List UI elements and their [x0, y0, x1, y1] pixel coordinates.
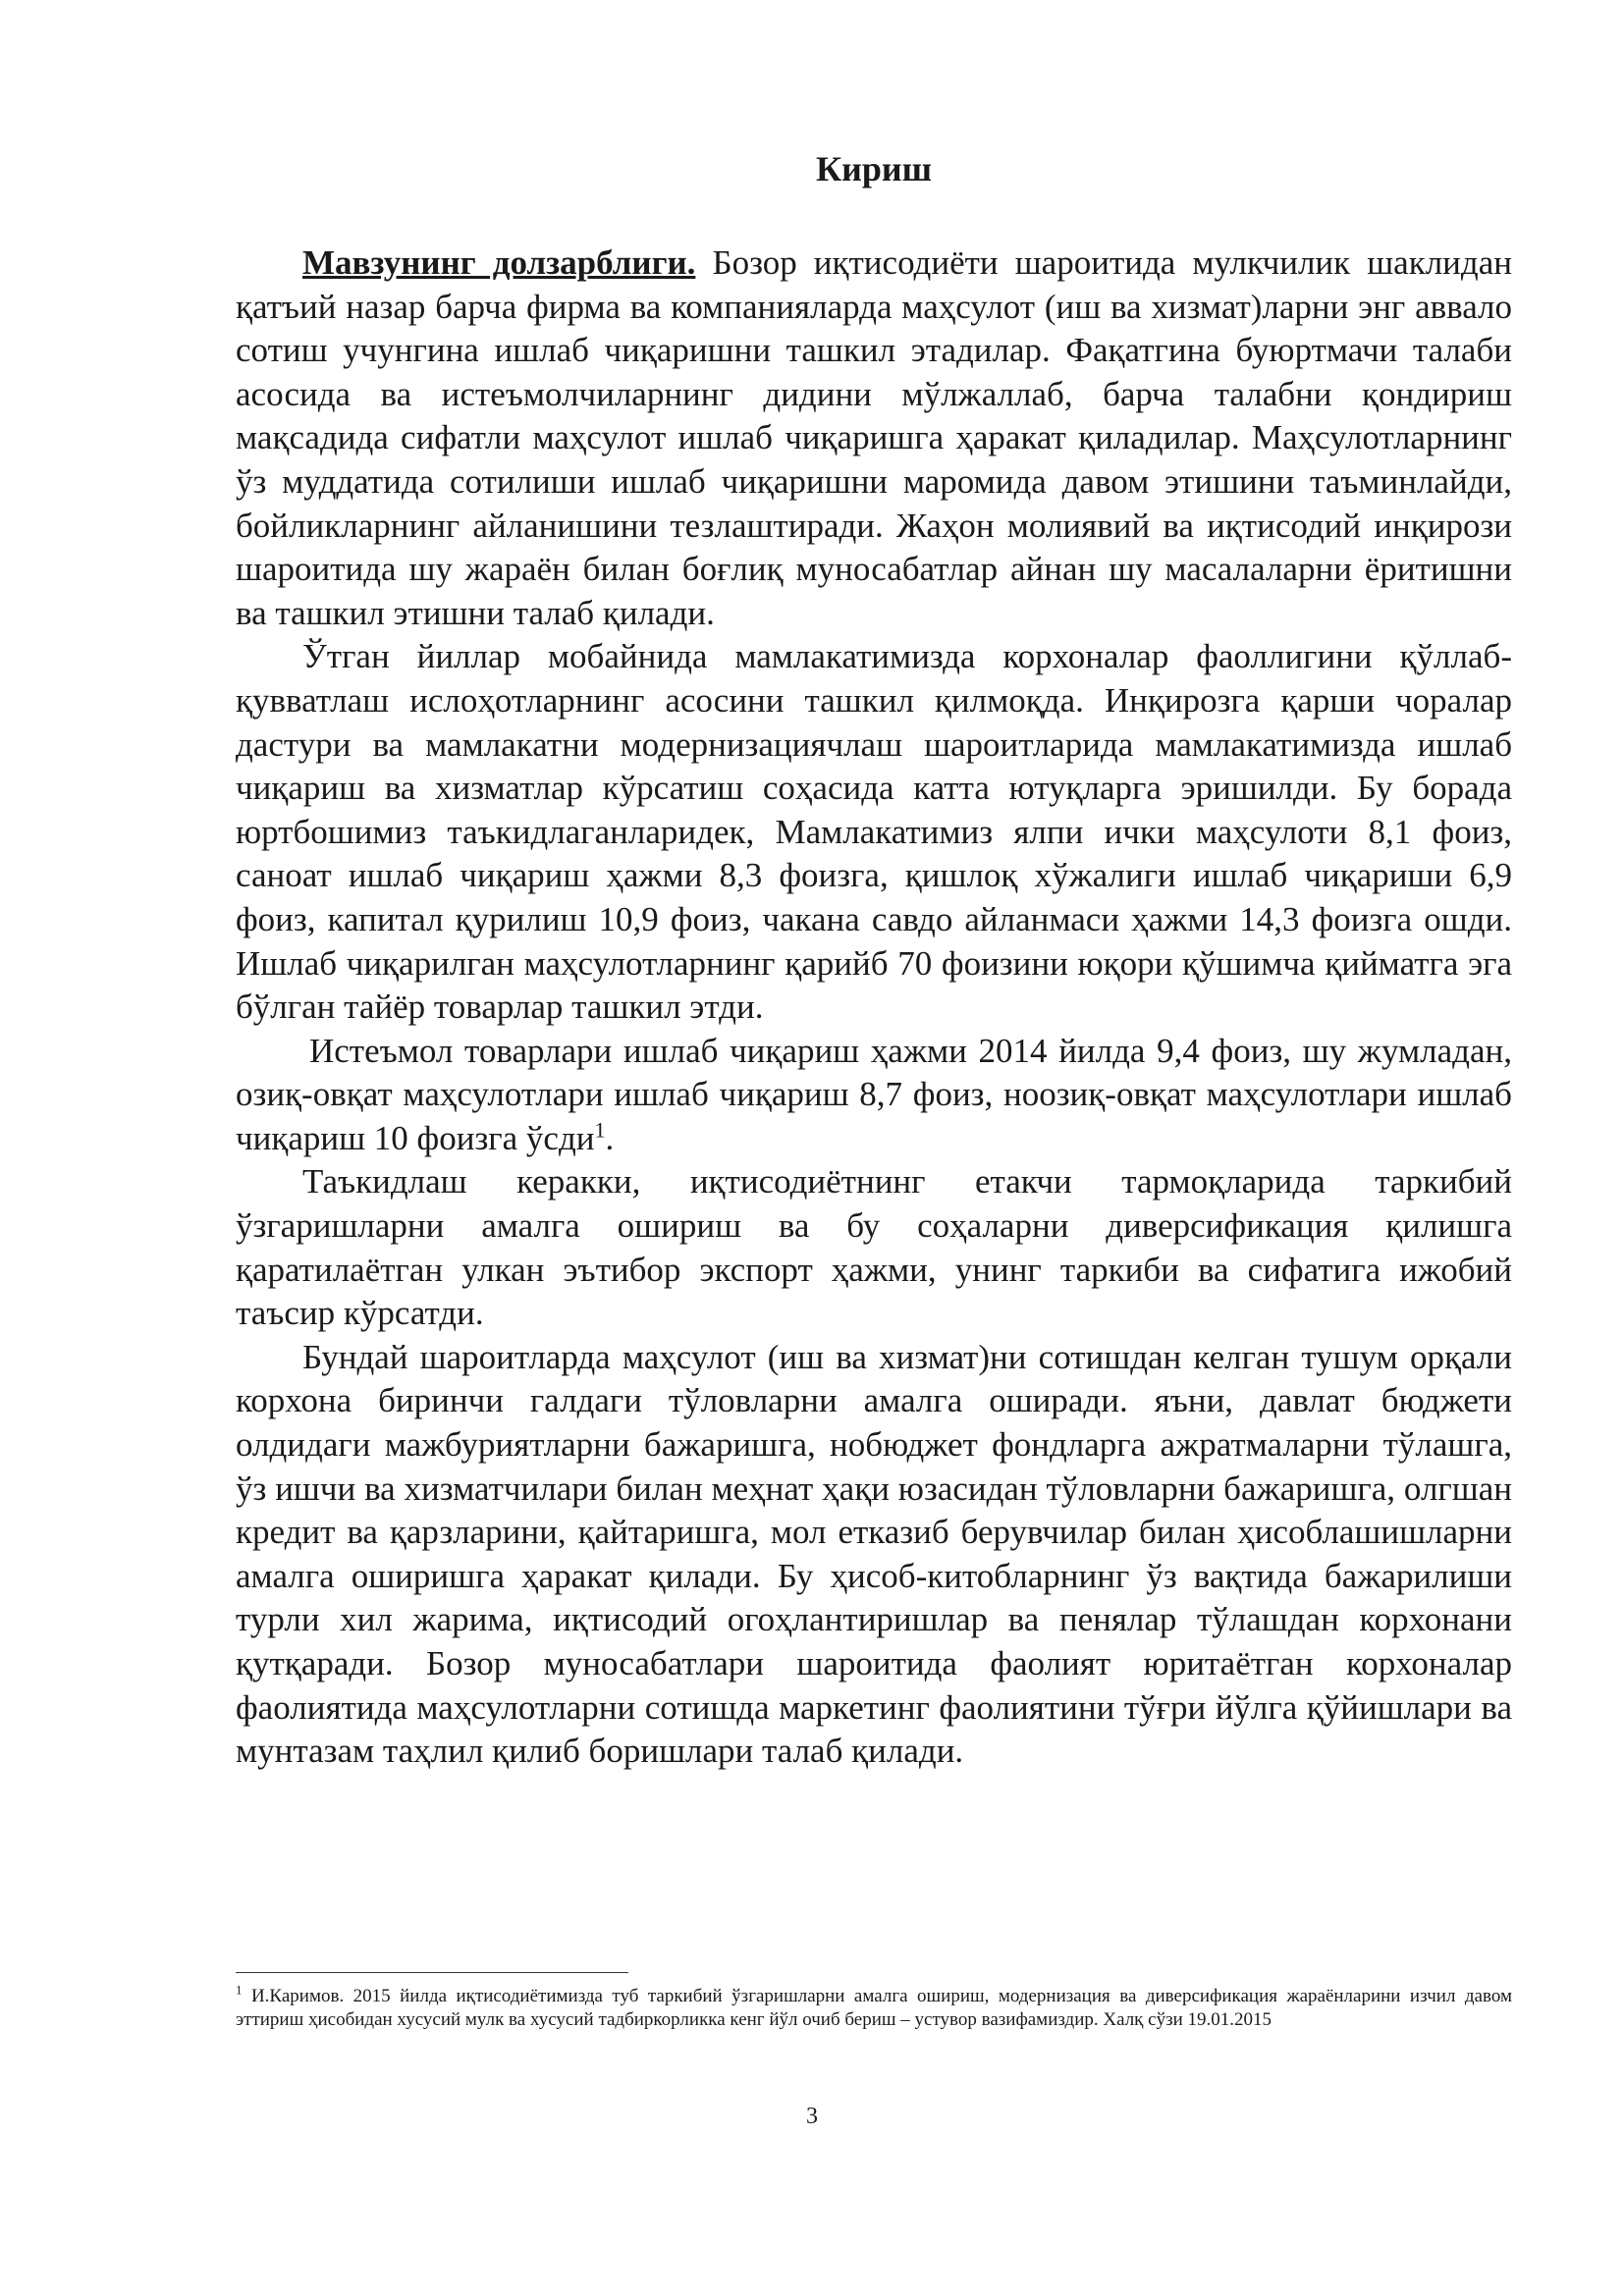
page-number: 3 [806, 2104, 818, 2129]
paragraph-consumer-goods [236, 1030, 1512, 1161]
relevance-text: Бозор иқтисодиёти шароитида мулкчилик шаклидан қатъий назар барча фирма ва компанияларда маҳсулот (иш ва хизмат)ларни энг аввало сотиш учунгина ишлаб чиқаришни ташкил этадилар. Фақатгина буюртмачи талаби асосида ва истеъмолчиларнинг дидини мўлжаллаб, барча талабни қондириш мақсадида сифатли маҳсулот ишлаб чиқаришга ҳаракат қиладилар. Маҳсулотларнинг ўз муддатида сотилиши ишлаб чиқаришни маромида давом этишини таъминлайди, бойликларнинг айланишини тезлаштиради. Жаҳон молиявий ва иқтисодий инқирози шароитида шу жараён билан боғлиқ муносабатлар айнан шу масалаларни ёритишни ва ташкил этишни талаб қилади. [236, 243, 1512, 632]
footnote-separator [236, 1972, 628, 1973]
paragraph-relevance [236, 241, 1512, 635]
page-title: Кириш [815, 149, 932, 188]
consumer-goods-period: . [605, 1118, 615, 1157]
paragraph-revenue: Бундай шароитларда маҳсулот (иш ва хизмат)ни сотишдан келган тушум орқали корхона биринчи галдаги тўловларни амалга оширади. яъни, давлат бюджети олдидаги мажбуриятларни бажаришга, нобюджет фондларга ажратмаларни тўлашга, ўз ишчи ва хизматчилари билан меҳнат ҳақи юзасидан тўловларни бажаришга, олгшан кредит ва қарзларини, қайтаришга, мол етказиб берувчилар билан ҳисоблашишларни амалга оширишга ҳаракат қилади. Бу ҳисоб-китобларнинг ўз вақтида бажарилиши турли хил жарима, иқтисодий огоҳлантиришлар ва пенялар тўлашдан корхонани қутқаради. Бозор муносабатлари шароитида фаолият юритаётган корхоналар фаолиятида маҳсулотларни сотишда маркетинг фаолиятини тўғри йўлга қўйишлари ва мунтазам таҳлил қилиб боришлари талаб қилади. [236, 1337, 1512, 1771]
paragraph-reforms: Ўтган йиллар мобайнида мамлакатимизда корхоналар фаоллигини қўллаб-қувватлаш ислоҳотларнинг асосини ташкил қилмоқда. Инқирозга қарши чоралар дастури ва мамлакатни модернизациячлаш шароитларида мамлакатимизда ишлаб чиқариш ва хизматлар кўрсатиш соҳасида катта ютуқларга эришилди. Бу борада юртбошимиз таъкидлаганларидек, Мамлакатимиз ялпи ички маҳсулоти 8,1 фоиз, саноат ишлаб чиқариш ҳажми 8,3 фоизга, қишлоқ хўжалиги ишлаб чиқариши 6,9 фоиз, капитал қурилиш 10,9 фоиз, чакана савдо айланмаси ҳажми 14,3 фоизга ошди. Ишлаб чиқарилган маҳсулотларнинг қарийб 70 фоизини юқори қўшимча қийматга эга бўлган тайёр товарлар ташкил этди. [236, 637, 1512, 1027]
footnote-marker: 1 [236, 1982, 243, 1998]
footnote-reference[interactable]: 1 [594, 1117, 606, 1143]
footnote [236, 1982, 1512, 2032]
paragraph-diversification: Таъкидлаш керакки, иқтисодиётнинг етакчи тармоқларида таркибий ўзгаришларни амалга ошириш ва бу соҳаларни диверсификация қилишга қаратилаётган улкан эътибор экспорт ҳажми, унинг таркиби ва сифатига ижобий таъсир кўрсатди. [236, 1162, 1512, 1333]
consumer-goods-text: Истеъмол товарлари ишлаб чиқариш ҳажми 2014 йилда 9,4 фоиз, шу жумладан, озиқ-овқат маҳсулотлари ишлаб чиқариш 8,7 фоиз, ноозиқ-овқат маҳсулотлари ишлаб чиқариш 10 фоизга ўсди [236, 1031, 1512, 1157]
page-body [236, 147, 1512, 1774]
relevance-heading: Мавзунинг долзарблиги. [302, 243, 696, 282]
footnote-text: И.Каримов. 2015 йилда иқтисодиётимизда туб таркибий ўзгаришларни амалга ошириш, модернизация ва диверсификация жараёнларини изчил давом эттириш ҳисобидан хусусий мулк ва хусусий тадбиркорликка кенг йўл очиб бериш – устувор вазифамиздир. Халқ сўзи 19.01.2015 [236, 1986, 1512, 2030]
